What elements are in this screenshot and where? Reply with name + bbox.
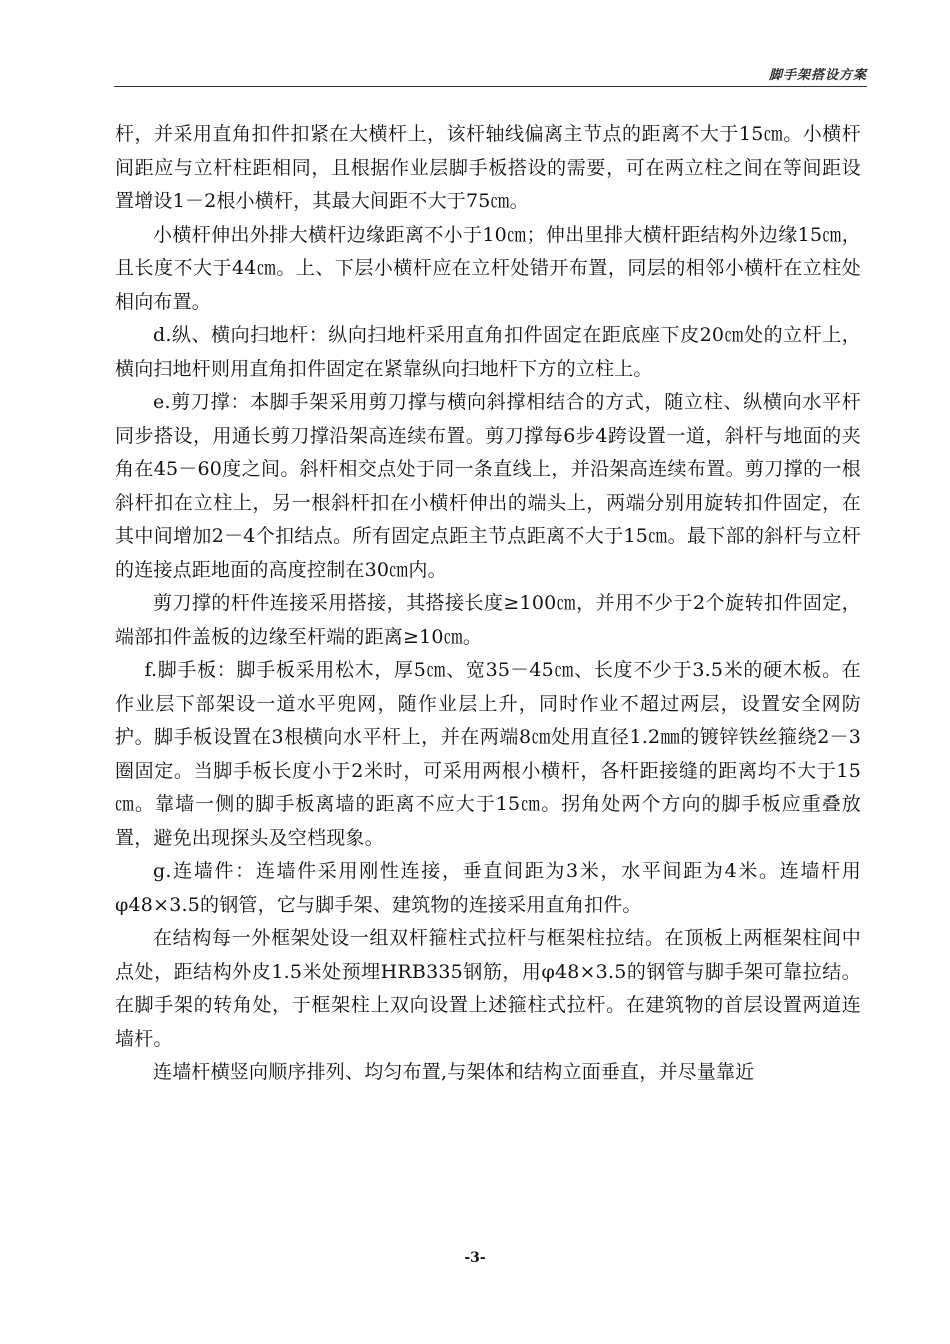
paragraph-2: 小横杆伸出外排大横杆边缘距离不小于10㎝；伸出里排大横杆距结构外边缘15㎝，且长度不大于44㎝。上、下层小横杆应在立杆处错开布置，同层的相邻小横杆在立柱处相向布置。 <box>115 223 861 313</box>
paragraph-6: f.脚手板：脚手板采用松木，厚5㎝、宽35－45㎝、长度不少于3.5米的硬木板。在作业层下部架设一道水平兜网，随作业层上升，同时作业不超过两层，设置安全网防护。脚手板设置在3根横向水平杆上，并在两端8㎝处用直径1.2㎜的镀锌铁丝箍绕2－3圈固定。当脚手板长度小于2米时，可采用两根小横杆，各杆距接缝的距离均不大于15㎝。靠墙一侧的脚手板离墙的距离不应大于15㎝。拐角处两个方向的脚手板应重叠放置，避免出现探头及空档现象。 <box>115 659 861 849</box>
paragraph-1: 杆，并采用直角扣件扣紧在大横杆上，该杆轴线偏离主节点的距离不大于15㎝。小横杆间距应与立杆柱距相同，且根据作业层脚手板搭设的需要，可在两立柱之间在等间距设置增设1－2根小横杆，其最大间距不大于75㎝。 <box>115 123 861 212</box>
page-number: -3- <box>464 1250 486 1266</box>
header-title: 脚手架搭设方案 <box>768 68 867 83</box>
paragraph-4: e.剪刀撑：本脚手架采用剪刀撑与横向斜撑相结合的方式，随立柱、纵横向水平杆同步搭设，用通长剪刀撑沿架高连续布置。剪刀撑每6步4跨设置一道，斜杆与地面的夹角在45－60度之间。斜杆相交点处于同一条直线上，并沿架高连续布置。剪刀撑的一根斜杆扣在立柱上，另一根斜杆扣在小横杆伸出的端头上，两端分别用旋转扣件固定，在其中间增加2－4个扣结点。所有固定点距主节点距离不大于15㎝。最下部的斜杆与立杆的连接点距地面的高度控制在30㎝内。 <box>115 391 861 581</box>
header-divider <box>114 86 867 87</box>
paragraph-9: 连墙杆横竖向顺序排列、均匀布置,与架体和结构立面垂直，并尽量靠近 <box>153 1061 755 1083</box>
paragraph-3: d.纵、横向扫地杆：纵向扫地杆采用直角扣件固定在距底座下皮20㎝处的立杆上，横向扫地杆则用直角扣件固定在紧靠纵向扫地杆下方的立柱上。 <box>115 324 861 380</box>
paragraph-7: g.连墙件：连墙件采用刚性连接，垂直间距为3米，水平间距为4米。连墙杆用φ48×3.5的钢管，它与脚手架、建筑物的连接采用直角扣件。 <box>115 860 861 916</box>
paragraph-5: 剪刀撑的杆件连接采用搭接，其搭接长度≥100㎝，并用不少于2个旋转扣件固定，端部扣件盖板的边缘至杆端的距离≥10㎝。 <box>115 592 861 648</box>
body-text <box>115 118 861 1090</box>
paragraph-8: 在结构每一外框架处设一组双杆箍柱式拉杆与框架柱拉结。在顶板上两框架柱间中点处，距结构外皮1.5米处预埋HRB335钢筋，用φ48×3.5的钢管与脚手架可靠拉结。在脚手架的转角处，于框架柱上双向设置上述箍柱式拉杆。在建筑物的首层设置两道连墙杆。 <box>115 927 861 1050</box>
